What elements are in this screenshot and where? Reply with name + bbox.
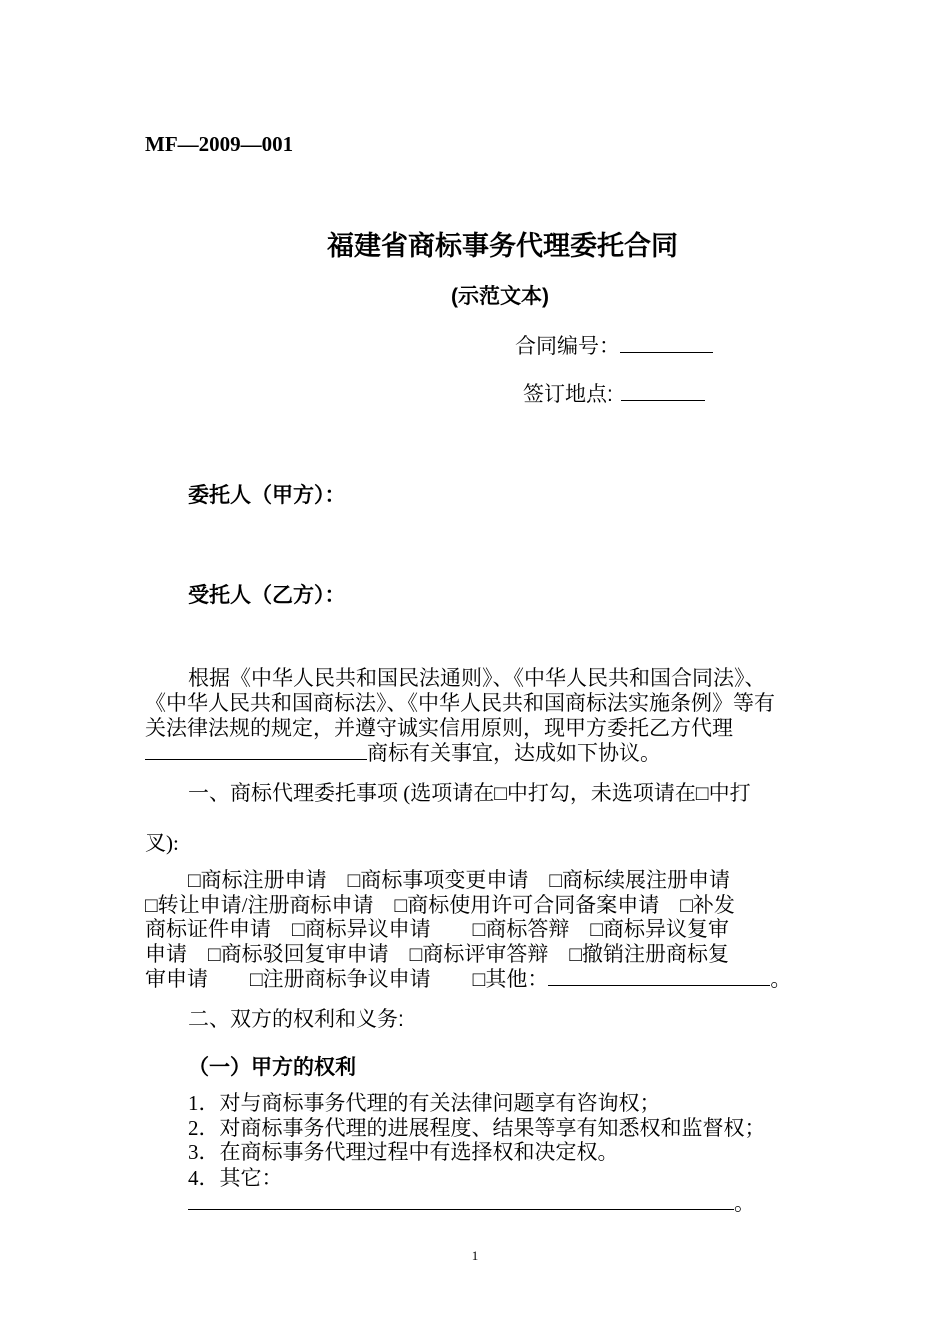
document-title: 福建省商标事务代理委托合同 xyxy=(327,231,678,261)
other-rights-line xyxy=(188,1191,755,1216)
sign-place-blank xyxy=(621,382,705,401)
option-line xyxy=(145,967,791,992)
page-number: 1 xyxy=(471,1248,479,1263)
option-text: 审申请 □注册商标争议申请 □其他： xyxy=(145,967,549,991)
other-rights-blank xyxy=(188,1191,734,1210)
section1-note-cont: 叉): xyxy=(145,831,179,855)
right-item: 3．在商标事务代理过程中有选择权和决定权。 xyxy=(188,1140,619,1164)
principal-label: 委托人（甲方）： xyxy=(188,484,346,507)
option-line: 申请 □商标驳回复审申请 □商标评审答辩 □撤销注册商标复 xyxy=(145,942,730,966)
preamble-text: 商标有关事宜，达成如下协议。 xyxy=(367,741,661,765)
contract-number-blank xyxy=(620,334,713,353)
preamble-line: 《中华人民共和国商标法》、《中华人民共和国商标法实施条例》等有 xyxy=(145,691,775,715)
contract-number-field xyxy=(515,334,713,359)
sign-place-label: 签订地点: xyxy=(523,383,613,406)
contract-number-label: 合同编号： xyxy=(515,335,620,358)
end-mark: 。 xyxy=(770,967,792,991)
section1-heading: 一、商标代理委托事项 xyxy=(188,782,398,805)
option-line: □转让申请/注册商标申请 □商标使用许可合同备案申请 □补发 xyxy=(145,893,735,917)
section2-heading: 二、双方的权利和义务: xyxy=(188,1008,404,1031)
preamble-line: 根据《中华人民共和国民法通则》、《中华人民共和国合同法》、 xyxy=(188,666,766,690)
preamble-line: 关法律法规的规定，并遵守诚实信用原则，现甲方委托乙方代理 xyxy=(145,716,733,740)
other-blank xyxy=(548,967,770,986)
document-code: MF—2009—001 xyxy=(145,132,294,156)
section1-note: (选项请在□中打勾，未选项请在□中打 xyxy=(403,781,751,805)
right-item: 1．对与商标事务代理的有关法律问题享有咨询权； xyxy=(188,1091,661,1115)
preamble-line xyxy=(145,741,661,766)
right-item: 4．其它： xyxy=(188,1166,283,1190)
right-item: 2．对商标事务代理的进展程度、结果等享有知悉权和监督权； xyxy=(188,1116,766,1140)
end-mark: 。 xyxy=(734,1191,755,1215)
section2-subheading: （一）甲方的权利 xyxy=(188,1056,356,1079)
option-line: □商标注册申请 □商标事项变更申请 □商标续展注册申请 xyxy=(188,868,731,892)
sign-place-field xyxy=(523,382,705,407)
document-subtitle: (示范文本) xyxy=(451,285,549,308)
section1-heading-line xyxy=(188,781,751,806)
trademark-blank xyxy=(145,741,367,760)
option-line: 商标证件申请 □商标异议申请 □商标答辩 □商标异议复审 xyxy=(145,917,730,941)
agent-label: 受托人（乙方）： xyxy=(188,584,346,607)
